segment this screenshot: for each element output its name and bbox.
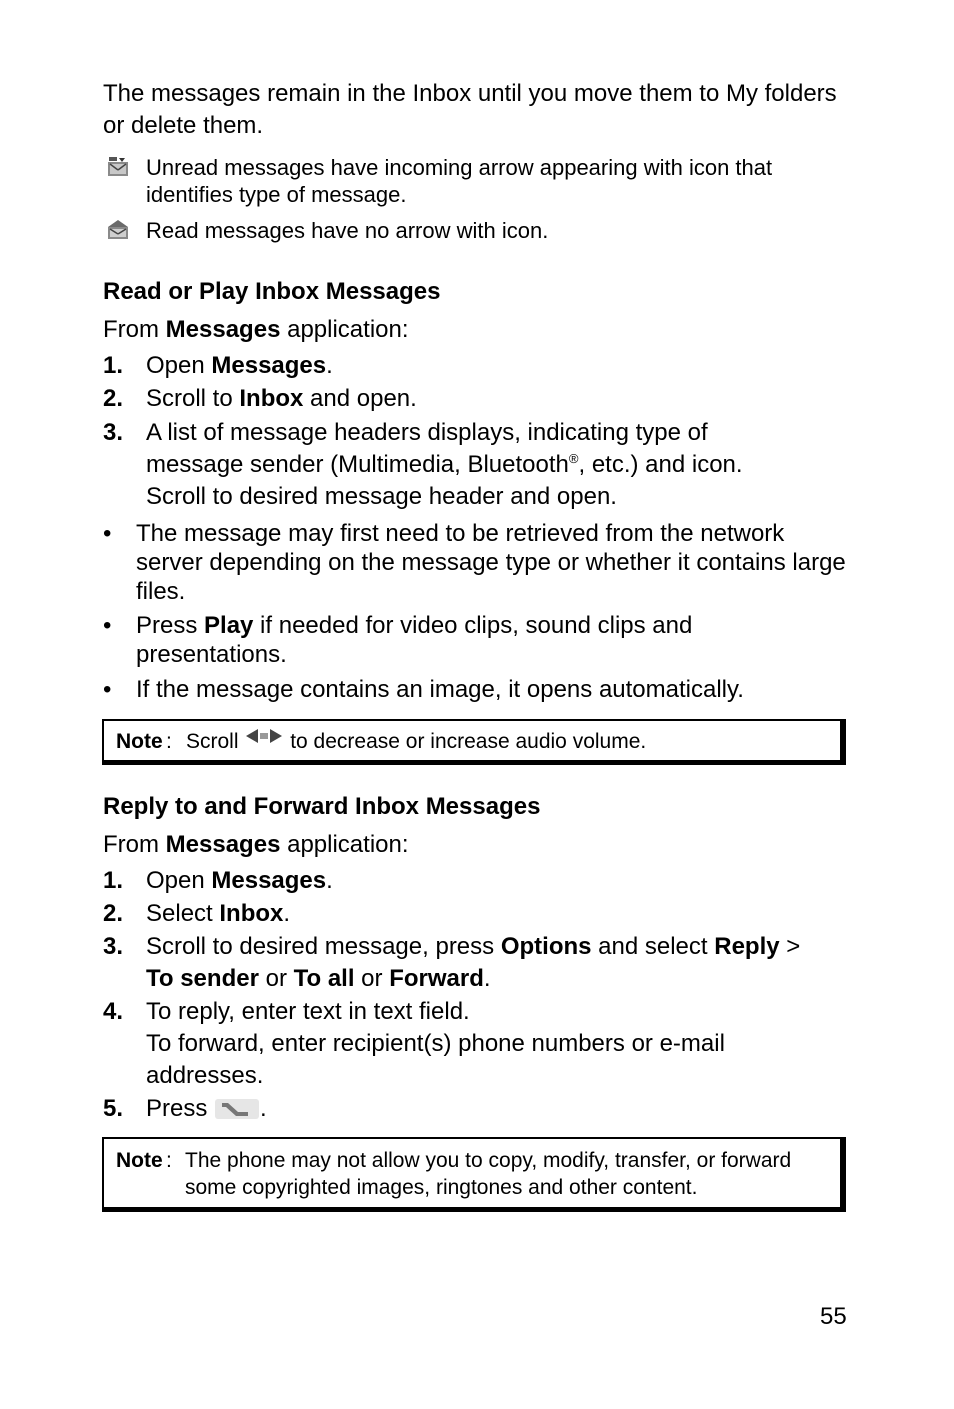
step-item: 1. Open Messages. <box>103 352 333 379</box>
unread-message-icon <box>105 156 131 178</box>
send-key-icon <box>214 1097 260 1121</box>
unread-message-text: Unread messages have incoming arrow appearing with icon that identifies type of message. <box>146 155 773 207</box>
step-item: 1. Open Messages. <box>103 867 333 894</box>
note-label: Note <box>116 730 163 753</box>
note-text: The phone may not allow you to copy, modify, transfer, or forward some copyrighted images, ringtones and other content. <box>185 1149 792 1199</box>
step-item: 3. Scroll to desired message, press Options and select Reply > To sender or To all or Forward. <box>103 933 801 992</box>
read-message-row <box>105 217 840 244</box>
section-heading-reply-forward: Reply to and Forward Inbox Messages <box>103 793 541 820</box>
note-text: Scroll to decrease or increase audio volume. <box>186 730 647 753</box>
left-right-nav-icon <box>244 728 284 746</box>
step-item: 5. Press . <box>103 1095 267 1122</box>
from-messages-line: From Messages application: <box>103 831 409 858</box>
note-box-volume: Note : Scroll to decrease or increase audio volume. <box>102 719 846 765</box>
note-box-copyright: Note : The phone may not allow you to copy, modify, transfer, or forward some copyrighted images, ringtones and other content. <box>102 1137 846 1212</box>
page-number: 55 <box>820 1303 847 1330</box>
bullet-item: • Press Play if needed for video clips, sound clips and presentations. <box>103 612 699 668</box>
read-message-icon <box>105 219 131 241</box>
step-item: 3. A list of message headers displays, indicating type of message sender (Multimedia, Bluetooth®, etc.) and icon. Scroll to desired message header and open. <box>103 419 743 510</box>
section-heading-read-play: Read or Play Inbox Messages <box>103 278 441 305</box>
from-messages-line: From Messages application: <box>103 316 409 343</box>
step-item: 2. Scroll to Inbox and open. <box>103 385 417 412</box>
unread-message-row <box>105 154 840 208</box>
note-label: Note <box>116 1149 163 1172</box>
bullet-item: • If the message contains an image, it opens automatically. <box>103 676 744 703</box>
intro-paragraph: The messages remain in the Inbox until you move them to My folders or delete them. <box>103 80 837 139</box>
read-message-text: Read messages have no arrow with icon. <box>146 218 549 243</box>
step-item: 2. Select Inbox. <box>103 900 291 927</box>
bullet-item: • The message may first need to be retrieved from the network server depending on the message type or whether it contains large files. <box>103 520 846 605</box>
step-item: 4. To reply, enter text in text field. To forward, enter recipient(s) phone numbers or e-mail addresses. <box>103 998 725 1089</box>
